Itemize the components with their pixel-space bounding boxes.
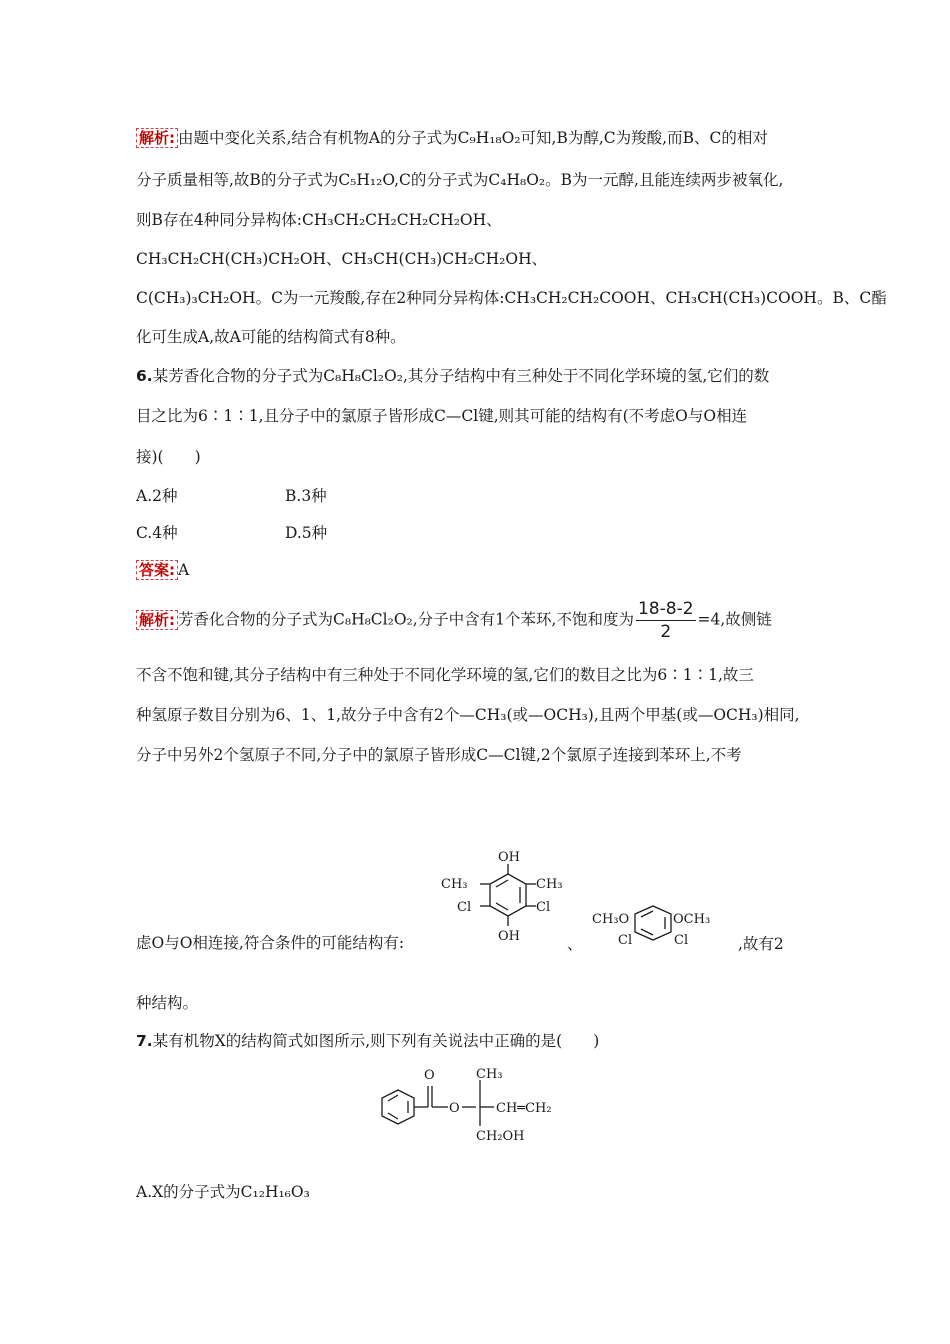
cl-left-label: Cl xyxy=(457,900,472,915)
structure-x-diagram xyxy=(376,1064,576,1148)
analysis2-line-2: 不含不饱和键,其分子结构中有三种处于不同化学环境的氢,它们的数目之比为6∶1∶1,故三 xyxy=(136,666,754,684)
structure-1-diagram xyxy=(436,846,566,952)
cl-right-label: Cl xyxy=(674,933,689,948)
vinyl-label: CH═CH₂ xyxy=(496,1101,552,1116)
analysis2-line-3: 种氢原子数目分别为6、1、1,故分子中含有2个—CH₃(或—OCH₃),且两个甲基(或—OCH₃)相同, xyxy=(136,706,800,724)
answer-line xyxy=(136,559,189,581)
analysis-line-2: 分子质量相等,故B的分子式为C₅H₁₂O,C的分子式为C₄H₈O₂。B为一元醇,且能连续两步被氧化, xyxy=(136,171,784,189)
answer-value: A xyxy=(178,561,190,579)
ch3-right-label: CH₃ xyxy=(536,877,563,892)
och3-right-label: OCH₃ xyxy=(673,912,711,927)
question-6-line-1: 6.某芳香化合物的分子式为C₈H₈Cl₂O₂,其分子结构中有三种处于不同化学环境的氢,它们的数 xyxy=(136,367,770,385)
analysis-line-3: 则B存在4种同分异构体:CH₃CH₂CH₂CH₂CH₂OH、 xyxy=(136,211,502,229)
analysis-line-4: CH₃CH₂CH(CH₃)CH₂OH、CH₃CH(CH₃)CH₂CH₂OH、 xyxy=(136,250,548,268)
structure-separator: 、 xyxy=(567,935,583,953)
ch2oh-label: CH₂OH xyxy=(476,1129,525,1144)
option-a[interactable]: A.2种 xyxy=(136,487,178,505)
answer-tag: 答案: xyxy=(136,560,178,580)
cl-left-label: Cl xyxy=(618,933,633,948)
q7-option-a[interactable]: A.X的分子式为C₁₂H₁₆O₃ xyxy=(136,1183,310,1201)
question-6-line-2: 目之比为6∶1∶1,且分子中的氯原子皆形成C—Cl键,则其可能的结构有(不考虑O与O相连 xyxy=(136,407,748,425)
question-number: 6. xyxy=(136,367,153,385)
och3-left-label: CH₃O xyxy=(592,912,630,927)
option-b[interactable]: B.3种 xyxy=(285,487,327,505)
question-7-line: 7.某有机物X的结构简式如图所示,则下列有关说法中正确的是( ) xyxy=(136,1032,600,1050)
analysis-line-6: 化可生成A,故A可能的结构简式有8种。 xyxy=(136,328,406,346)
analysis-tag: 解析: xyxy=(136,128,178,148)
oh-top-label: OH xyxy=(498,850,520,865)
ch3-left-label: CH₃ xyxy=(441,877,468,892)
carbonyl-o-label: O xyxy=(424,1068,435,1083)
analysis2-line-1: 解析: 芳香化合物的分子式为C₈H₈Cl₂O₂,分子中含有1个苯环,不饱和度为 $\frac{18-8-2}{2}$ =4,故侧链 xyxy=(136,598,772,643)
cl-right-label: Cl xyxy=(536,900,551,915)
analysis-line-5: C(CH₃)₃CH₂OH。C为一元羧酸,存在2种同分异构体:CH₃CH₂CH₂COOH、CH₃CH(CH₃)COOH。B、C酯 xyxy=(136,289,887,307)
analysis2-line-5-text: 虑O与O相连接,符合条件的可能结构有: xyxy=(136,934,405,952)
option-c[interactable]: C.4种 xyxy=(136,524,178,542)
analysis2-line-6: 种结构。 xyxy=(136,994,199,1012)
oh-bottom-label: OH xyxy=(498,929,520,944)
option-d[interactable]: D.5种 xyxy=(285,524,328,542)
analysis-line-1: 解析: 由题中变化关系,结合有机物A的分子式为C₉H₁₈O₂可知,B为醇,C为羧酸,而B、C的相对 xyxy=(136,127,768,149)
ester-o-label: O xyxy=(449,1101,460,1116)
structure-2-diagram xyxy=(590,900,740,952)
ch3-label: CH₃ xyxy=(476,1067,503,1082)
question-number: 7. xyxy=(136,1032,153,1050)
analysis-tag: 解析: xyxy=(136,610,178,630)
analysis2-line-4: 分子中另外2个氢原子不同,分子中的氯原子皆形成C—Cl键,2个氯原子连接到苯环上,不考 xyxy=(136,746,742,764)
unsaturation-fraction: $\frac{18-8-2}{2}$ xyxy=(637,599,694,642)
analysis2-line-5-tail: ,故有2 xyxy=(738,935,784,953)
question-6-line-3: 接)( ) xyxy=(136,448,201,466)
